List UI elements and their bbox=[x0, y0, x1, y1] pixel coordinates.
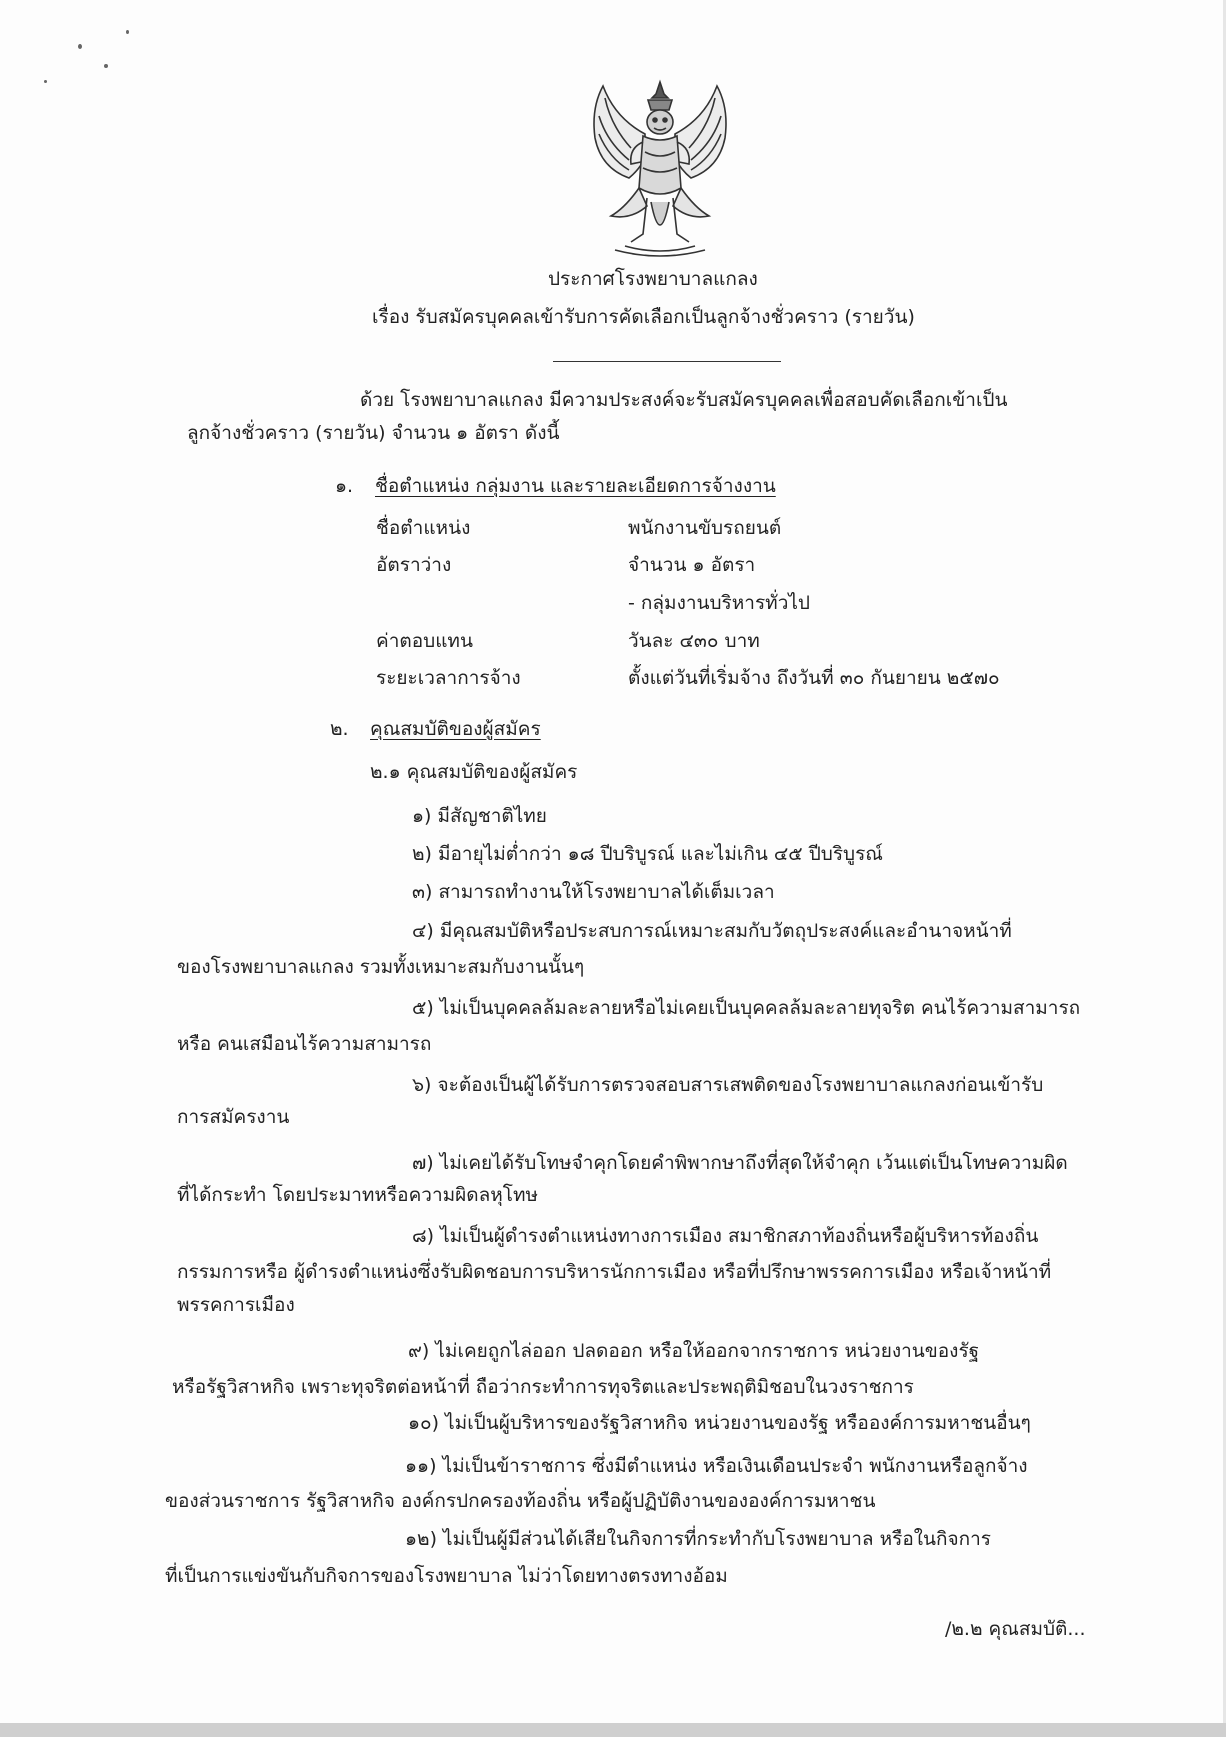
qualification-item: ๕) ไม่เป็นบุคคลล้มละลายหรือไม่เคยเป็นบุคคลล้มละลายทุจริต คนไร้ความสามารถ bbox=[412, 997, 1081, 1019]
qualification-item: ๔) มีคุณสมบัติหรือประสบการณ์เหมาะสมกับวัตถุประสงค์และอำนาจหน้าที่ bbox=[412, 920, 1012, 942]
header-divider bbox=[553, 361, 781, 362]
detail-value: วันละ ๔๓๐ บาท bbox=[628, 630, 760, 652]
qualification-item: ๑๑) ไม่เป็นข้าราชการ ซึ่งมีตำแหน่ง หรือเงินเดือนประจำ พนักงานหรือลูกจ้าง bbox=[405, 1455, 1028, 1477]
qualification-item: ๑๐) ไม่เป็นผู้บริหารของรัฐวิสาหกิจ หน่วยงานของรัฐ หรือองค์การมหาชนอื่นๆ bbox=[408, 1412, 1031, 1434]
intro-line-1: ด้วย โรงพยาบาลแกลง มีความประสงค์จะรับสมัครบุคคลเพื่อสอบคัดเลือกเข้าเป็น bbox=[360, 389, 1008, 411]
announcement-subject: เรื่อง รับสมัครบุคคลเข้ารับการคัดเลือกเป็นลูกจ้างชั่วคราว (รายวัน) bbox=[372, 306, 915, 328]
section-1-number: ๑. bbox=[335, 475, 354, 497]
section-2-1-heading: ๒.๑ คุณสมบัติของผู้สมัคร bbox=[370, 761, 578, 783]
qualification-item: ๗) ไม่เคยได้รับโทษจำคุกโดยคำพิพากษาถึงที่สุดให้จำคุก เว้นแต่เป็นโทษความผิด bbox=[412, 1152, 1068, 1174]
qualification-item-continued: การสมัครงาน bbox=[177, 1106, 290, 1128]
section-1-heading: ชื่อตำแหน่ง กลุ่มงาน และรายละเอียดการจ้างงาน bbox=[375, 475, 776, 497]
detail-label: ชื่อตำแหน่ง bbox=[376, 517, 471, 539]
detail-value: - กลุ่มงานบริหารทั่วไป bbox=[628, 592, 810, 614]
qualification-item: ๓) สามารถทำงานให้โรงพยาบาลได้เต็มเวลา bbox=[412, 881, 775, 903]
section-2-number: ๒. bbox=[330, 718, 349, 740]
qualification-item-continued: พรรคการเมือง bbox=[177, 1294, 295, 1316]
page-continuation: /๒.๒ คุณสมบัติ... bbox=[945, 1618, 1086, 1640]
intro-line-2: ลูกจ้างชั่วคราว (รายวัน) จำนวน ๑ อัตรา ดังนี้ bbox=[187, 422, 560, 444]
detail-label: ระยะเวลาการจ้าง bbox=[376, 667, 521, 689]
scan-speck bbox=[126, 30, 129, 34]
detail-value: ตั้งแต่วันที่เริ่มจ้าง ถึงวันที่ ๓๐ กันยายน ๒๕๗๐ bbox=[628, 667, 1000, 689]
garuda-emblem bbox=[585, 78, 735, 260]
section-2-heading: คุณสมบัติของผู้สมัคร bbox=[370, 718, 541, 740]
scan-speck bbox=[104, 64, 108, 68]
qualification-item-continued: หรือ คนเสมือนไร้ความสามารถ bbox=[177, 1033, 432, 1055]
qualification-item-continued: ของโรงพยาบาลแกลง รวมทั้งเหมาะสมกับงานนั้นๆ bbox=[177, 956, 585, 978]
detail-value: พนักงานขับรถยนต์ bbox=[628, 517, 782, 539]
qualification-item-continued: ที่เป็นการแข่งขันกับกิจการของโรงพยาบาล ไม่ว่าโดยทางตรงทางอ้อม bbox=[165, 1565, 728, 1587]
qualification-item: ๖) จะต้องเป็นผู้ได้รับการตรวจสอบสารเสพติดของโรงพยาบาลแกลงก่อนเข้ารับ bbox=[412, 1074, 1044, 1096]
detail-label: ค่าตอบแทน bbox=[376, 630, 473, 652]
scan-speck bbox=[44, 80, 47, 83]
qualification-item: ๑๒) ไม่เป็นผู้มีส่วนได้เสียในกิจการที่กระทำกับโรงพยาบาล หรือในกิจการ bbox=[405, 1528, 992, 1550]
detail-value: จำนวน ๑ อัตรา bbox=[628, 554, 756, 576]
qualification-item-continued: หรือรัฐวิสาหกิจ เพราะทุจริตต่อหน้าที่ ถือว่ากระทำการทุจริตและประพฤติมิชอบในวงราชการ bbox=[172, 1376, 914, 1398]
qualification-item: ๘) ไม่เป็นผู้ดำรงตำแหน่งทางการเมือง สมาชิกสภาท้องถิ่นหรือผู้บริหารท้องถิ่น bbox=[412, 1225, 1039, 1247]
scan-speck bbox=[78, 44, 82, 49]
qualification-item: ๑) มีสัญชาติไทย bbox=[412, 805, 547, 827]
qualification-item-continued: ที่ได้กระทำ โดยประมาทหรือความผิดลหุโทษ bbox=[177, 1184, 539, 1206]
qualification-item-continued: ของส่วนราชการ รัฐวิสาหกิจ องค์กรปกครองท้องถิ่น หรือผู้ปฏิบัติงานขององค์การมหาชน bbox=[165, 1490, 876, 1512]
qualification-item-continued: กรรมการหรือ ผู้ดำรงตำแหน่งซึ่งรับผิดชอบการบริหารนักการเมือง หรือที่ปรึกษาพรรคการเมือง หรือเจ้าหน้าที่ bbox=[177, 1261, 1052, 1283]
qualification-item: ๙) ไม่เคยถูกไล่ออก ปลดออก หรือให้ออกจากราชการ หน่วยงานของรัฐ bbox=[408, 1340, 980, 1362]
detail-label: อัตราว่าง bbox=[376, 554, 452, 576]
announcement-title: ประกาศโรงพยาบาลแกลง bbox=[548, 268, 758, 290]
qualification-item: ๒) มีอายุไม่ต่ำกว่า ๑๘ ปีบริบูรณ์ และไม่เกิน ๔๕ ปีบริบูรณ์ bbox=[412, 843, 883, 865]
scan-edge bbox=[0, 1723, 1226, 1737]
